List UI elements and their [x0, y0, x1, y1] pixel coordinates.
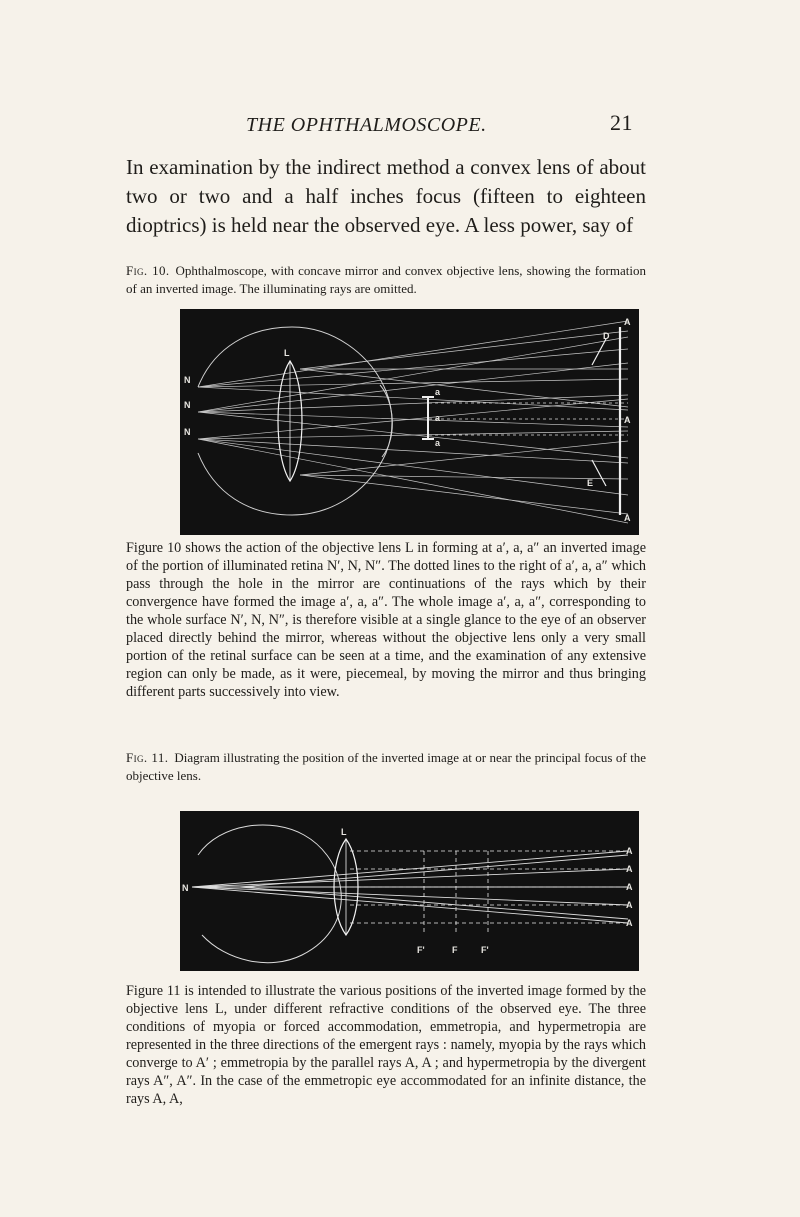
- figure-11-label-f-prime-left: F': [417, 945, 425, 955]
- figure-10-label-n-top: N: [184, 375, 191, 385]
- figure-11: [180, 811, 639, 971]
- figure-10-label-d: D: [603, 331, 610, 341]
- figure-11-label-a-5: A: [626, 918, 633, 928]
- figure-10-label-l: L: [284, 348, 290, 358]
- figure-11-background: [180, 811, 639, 971]
- figure-10-label-a-lower-right: A: [624, 513, 631, 523]
- figure-10-label-a-bottom: a: [435, 438, 441, 448]
- figure-11-label-l: L: [341, 827, 347, 837]
- figure-10-diagram: [180, 309, 639, 535]
- body-paragraph-2-text: Figure 11 is intended to illustrate the various positions of the inverted image formed by the objective lens L, under different refractive conditions of the observed eye. The three conditions of myopia or forced accommodation, emmetropia, and hypermetropia are represented in the three directions of the emergent rays : namely, myopia by the rays which converge to A′ ; emmetropia by the parallel rays A, A ; and hypermetropia by the divergent rays A″, A″. In the case of the emmetropic eye accommodated for an infinite distance, the rays A, A,: [126, 983, 646, 1107]
- figure-10-label-a-middle-right: A: [624, 415, 631, 425]
- figure-10-caption: [126, 262, 646, 298]
- running-header: [0, 110, 800, 146]
- figure-10-label-a-upper-right: A: [624, 317, 631, 327]
- figure-10-caption-body: Ophthalmoscope, with concave mirror and convex objective lens, showing the formation of an inverted image. The illuminating rays are omitted.: [126, 263, 646, 296]
- figure-11-label-a-1: A: [626, 846, 633, 856]
- figure-10-label: Fig. 10.: [126, 263, 170, 278]
- figure-11-label-f-center: F: [452, 945, 458, 955]
- figure-11-caption: [126, 749, 646, 785]
- figure-11-label-a-2: A: [626, 864, 633, 874]
- body-paragraph-1: [126, 539, 646, 701]
- page-number: 21: [610, 110, 633, 135]
- intro-text: In examination by the indirect method a convex lens of about two or two and a half inches focus (fifteen to eighteen dioptrics) is held near the observed eye. A less power, say of: [126, 155, 646, 237]
- figure-11-caption-body: Diagram illustrating the position of the inverted image at or near the principal focus of the objective lens.: [126, 750, 646, 783]
- figure-10-background: [180, 309, 639, 535]
- figure-11-label-a-3: A: [626, 882, 633, 892]
- body-paragraph-1-text: Figure 10 shows the action of the objective lens L in forming at a′, a, a″ an inverted image of the portion of illuminated retina N′, N, N″. The dotted lines to the right of a′, a, a″ which pass through the hole in the mirror are continuations of the rays which by their convergence have formed the image a′, a, a″. The whole image a′, a, a″, corresponding to the whole surface N′, N, N″, is therefore visible at a single glance to the eye of an observer placed directly behind the mirror, whereas without the objective lens only a very small portion of the retinal surface can be seen at a time, and the examination of any extensive region can only be made, as it were, piecemeal, by moving the mirror and thus bringing different parts successively into view.: [126, 540, 646, 700]
- figure-11-caption-text: [126, 749, 646, 785]
- figure-11-label-n: N: [182, 883, 189, 893]
- figure-11-label-f-prime-right: F': [481, 945, 489, 955]
- figure-11-diagram: [180, 811, 639, 971]
- intro-paragraph: [126, 153, 646, 240]
- running-title: THE OPHTHALMOSCOPE.: [246, 114, 487, 136]
- figure-10-label-a-top: a: [435, 387, 441, 397]
- figure-10-label-n-bottom: N: [184, 427, 191, 437]
- figure-10-caption-text: [126, 262, 646, 298]
- figure-10-label-n-mid: N: [184, 400, 191, 410]
- figure-11-label: Fig. 11.: [126, 750, 169, 765]
- figure-11-label-a-4: A: [626, 900, 633, 910]
- body-paragraph-2: [126, 982, 646, 1108]
- figure-10: [180, 309, 639, 535]
- figure-10-label-e: E: [587, 478, 594, 488]
- figure-10-label-a-mid: a: [435, 413, 441, 423]
